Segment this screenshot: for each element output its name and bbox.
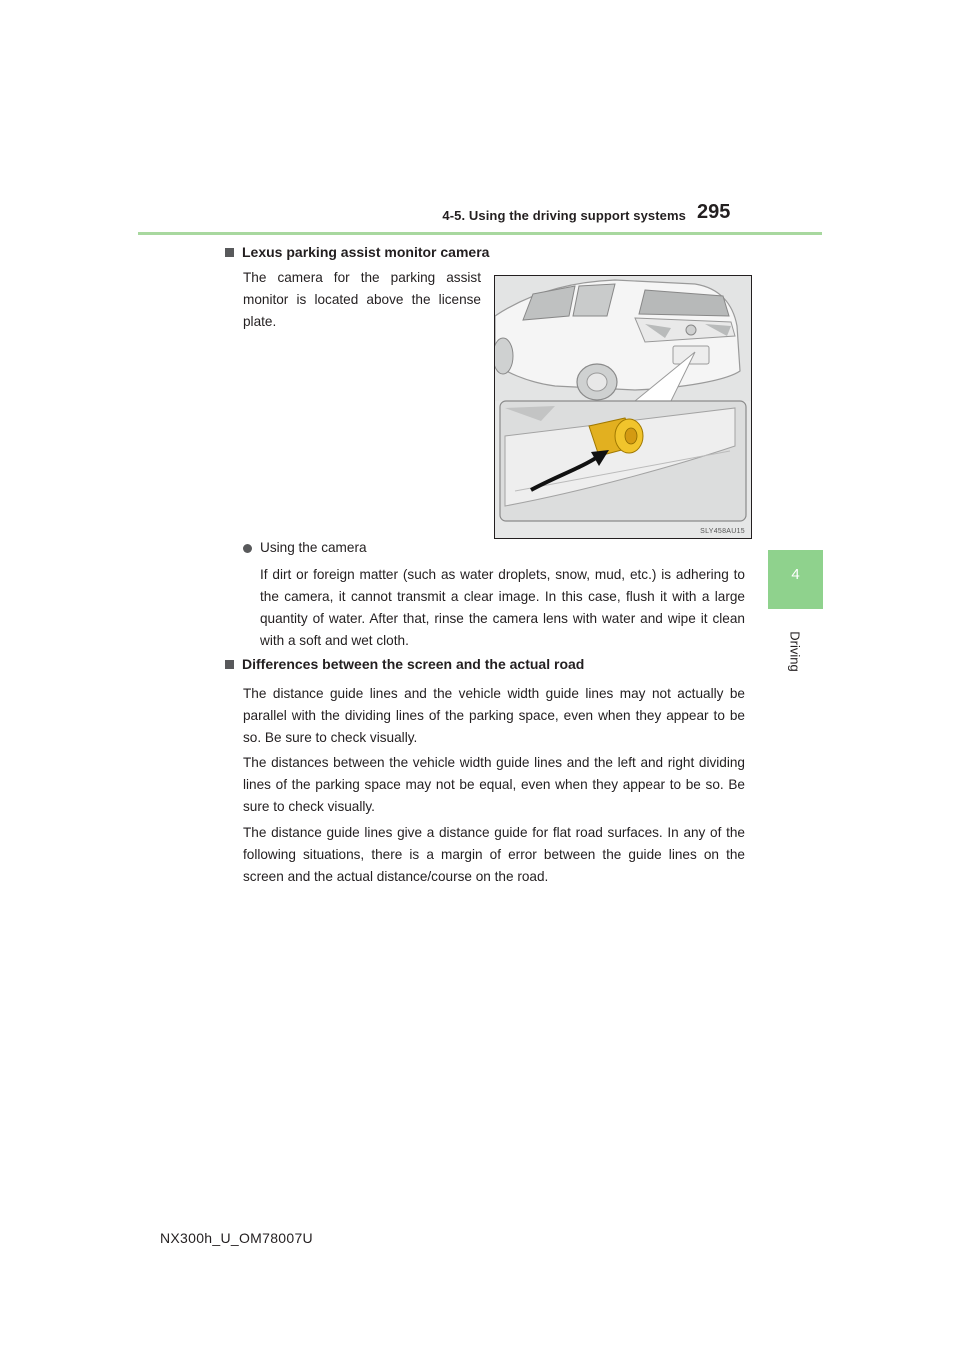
chapter-number: 4 <box>791 566 800 583</box>
camera-heading-text: Lexus parking assist monitor camera <box>242 244 490 260</box>
camera-location-figure <box>494 275 752 539</box>
round-bullet-icon <box>243 544 252 553</box>
camera-intro: The camera for the parking assist monitor is located above the license plate. <box>243 270 481 329</box>
camera-heading <box>225 244 489 260</box>
chapter-tab <box>768 550 823 609</box>
differences-paragraph: The distances between the vehicle width guide lines and the left and right dividing lines of the parking space may not be equal, even when they appear to be so. Be sure to check visually. <box>243 755 745 814</box>
header-divider <box>138 232 822 235</box>
bullet-using-camera <box>243 537 367 559</box>
document-code: NX300h_U_OM78007U <box>160 1230 313 1246</box>
differences-heading-text: Differences between the screen and the actual road <box>242 656 585 672</box>
chapter-label-text: Driving <box>787 631 803 672</box>
figure-code: SLY458AU15 <box>700 528 745 535</box>
differences-heading <box>225 656 584 672</box>
chapter-label <box>785 620 805 680</box>
camera-care-text: If dirt or foreign matter (such as water droplets, snow, mud, etc.) is adhering to the camera, it cannot transmit a clear image. In this case, flush it with a large quantity of water. After that, rinse the camera lens with water and wipe it clean with a soft and wet cloth. <box>260 567 745 648</box>
section-title: 4-5. Using the driving support systems <box>442 208 686 223</box>
page-number: 295 <box>697 201 731 223</box>
square-bullet-icon <box>225 248 234 257</box>
square-bullet-icon <box>225 660 234 669</box>
differences-paragraph: The distance guide lines and the vehicle width guide lines may not actually be parallel with the dividing lines of the parking space, even when they appear to be so. Be sure to check visually. <box>243 686 745 745</box>
differences-paragraph: The distance guide lines give a distance guide for flat road surfaces. In any of the following situations, there is a margin of error between the guide lines on the screen and the actual distance/course on the road. <box>243 825 745 884</box>
car-rear-camera-illustration <box>495 276 751 538</box>
bullet-label: Using the camera <box>260 540 367 555</box>
